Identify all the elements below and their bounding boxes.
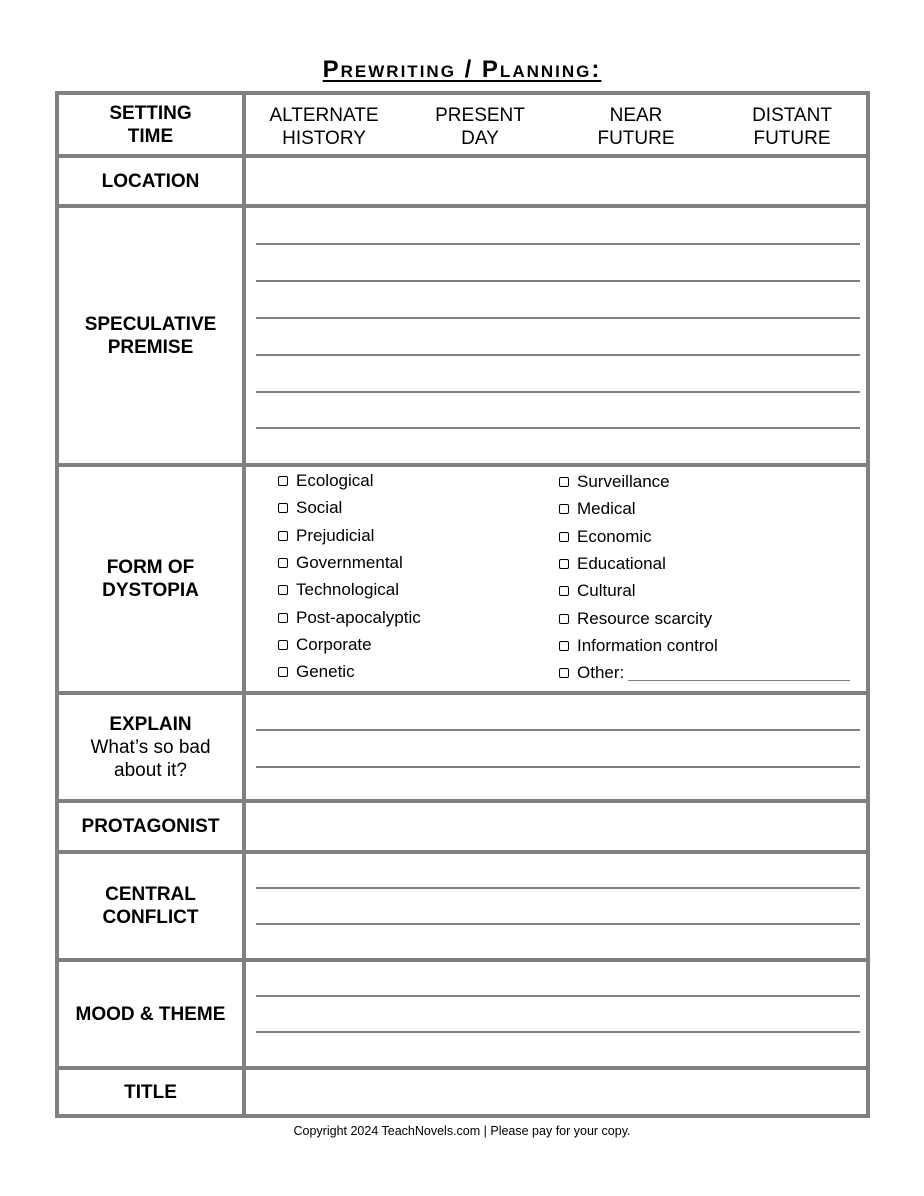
writing-line — [256, 1031, 860, 1033]
checkbox-label: Information control — [577, 636, 718, 655]
premise-label — [59, 208, 246, 463]
explain-label-text: EXPLAIN — [109, 713, 192, 735]
page-title: Prewriting / Planning: — [322, 56, 602, 83]
dystopia-row — [59, 467, 866, 695]
mood-theme-field[interactable] — [246, 962, 866, 1066]
protagonist-label-text: PROTAGONIST — [81, 816, 220, 837]
writing-line — [256, 729, 860, 731]
checkbox-label: Cultural — [577, 581, 636, 600]
checkbox-economic[interactable] — [559, 527, 652, 547]
premise-row — [59, 208, 866, 467]
checkbox-label: Post-apocalyptic — [296, 608, 421, 627]
checkbox-icon — [559, 477, 569, 487]
checkbox-label: Technological — [296, 580, 400, 599]
checkbox-label: Social — [296, 498, 343, 517]
checkbox-surveillance[interactable] — [559, 472, 670, 492]
explain-label — [59, 695, 246, 799]
explain-sub-line2: about it? — [114, 759, 187, 781]
checkbox-icon — [278, 476, 288, 486]
checkbox-icon — [559, 668, 569, 678]
option-line2: DAY — [461, 127, 499, 149]
title-label — [59, 1070, 246, 1114]
location-label — [59, 158, 246, 204]
checkbox-icon — [559, 504, 569, 514]
protagonist-label — [59, 803, 246, 850]
checkbox-medical[interactable] — [559, 499, 636, 519]
option-line1: NEAR — [609, 104, 663, 126]
dystopia-label — [59, 467, 246, 691]
setting-label-line2: TIME — [127, 125, 174, 147]
writing-line — [256, 243, 860, 245]
protagonist-field[interactable] — [246, 803, 866, 850]
conflict-label — [59, 854, 246, 958]
option-line2: FUTURE — [597, 127, 675, 149]
checkbox-governmental[interactable] — [278, 553, 403, 573]
checkbox-icon — [278, 558, 288, 568]
checkbox-corporate[interactable] — [278, 635, 372, 655]
mood-theme-label-text: MOOD & THEME — [75, 1003, 226, 1025]
checkbox-label: Surveillance — [577, 472, 670, 491]
other-write-in-line[interactable] — [628, 666, 850, 681]
checkbox-icon — [559, 559, 569, 569]
option-line2: FUTURE — [753, 127, 831, 149]
writing-line — [256, 766, 860, 768]
checkbox-label: Economic — [577, 527, 652, 546]
checkbox-genetic[interactable] — [278, 662, 355, 682]
option-near-future[interactable] — [558, 95, 714, 158]
copyright-footer: Copyright 2024 TeachNovels.com | Please pay for your copy. — [293, 1124, 631, 1138]
writing-line — [256, 427, 860, 429]
writing-line — [256, 280, 860, 282]
dystopia-options — [246, 467, 866, 691]
mood-theme-row — [59, 962, 866, 1070]
checkbox-label: Genetic — [296, 662, 355, 681]
option-distant-future[interactable] — [714, 95, 870, 158]
location-label-text: LOCATION — [101, 170, 200, 192]
premise-label-line2: PREMISE — [107, 336, 194, 358]
setting-time-row — [59, 95, 866, 158]
checkbox-technological[interactable] — [278, 580, 399, 600]
dystopia-label-line2: DYSTOPIA — [102, 580, 199, 601]
mood-theme-label — [59, 962, 246, 1066]
setting-time-label — [59, 95, 246, 154]
writing-line — [256, 923, 860, 925]
planning-table — [55, 91, 870, 1118]
explain-row — [59, 695, 866, 803]
setting-time-options — [246, 95, 866, 154]
checkbox-label: Medical — [577, 499, 636, 518]
checkbox-label: Resource scarcity — [577, 609, 713, 628]
writing-line — [256, 354, 860, 356]
checkbox-resource-scarcity[interactable] — [559, 609, 712, 629]
protagonist-row — [59, 803, 866, 854]
checkbox-icon — [278, 640, 288, 650]
option-alternate-history[interactable] — [246, 95, 402, 158]
title-row — [59, 1070, 866, 1114]
checkbox-social[interactable] — [278, 498, 342, 518]
checkbox-label: Prejudicial — [296, 526, 375, 545]
checkbox-educational[interactable] — [559, 554, 666, 574]
checkbox-label: Ecological — [296, 471, 374, 490]
option-line1: DISTANT — [752, 104, 832, 126]
checkbox-icon — [278, 585, 288, 595]
checkbox-post-apocalyptic[interactable] — [278, 608, 421, 628]
writing-line — [256, 391, 860, 393]
conflict-row — [59, 854, 866, 962]
checkbox-cultural[interactable] — [559, 581, 636, 601]
checkbox-icon — [278, 531, 288, 541]
checkbox-label: Other: — [577, 663, 625, 682]
option-line2: HISTORY — [282, 127, 366, 149]
checkbox-icon — [559, 532, 569, 542]
checkbox-icon — [559, 641, 569, 651]
option-line1: ALTERNATE — [269, 104, 379, 126]
writing-line — [256, 317, 860, 319]
checkbox-label: Corporate — [296, 635, 372, 654]
checkbox-icon — [278, 613, 288, 623]
checkbox-icon — [278, 503, 288, 513]
conflict-field[interactable] — [246, 854, 866, 958]
checkbox-label: Governmental — [296, 553, 403, 572]
conflict-label-line1: CENTRAL — [105, 884, 196, 905]
location-row — [59, 158, 866, 208]
checkbox-ecological[interactable] — [278, 471, 374, 491]
checkbox-information-control[interactable] — [559, 636, 718, 656]
premise-label-line1: SPECULATIVE — [84, 313, 217, 335]
checkbox-label: Educational — [577, 554, 666, 573]
dystopia-label-line1: FORM OF — [106, 557, 195, 578]
writing-line — [256, 887, 860, 889]
checkbox-icon — [278, 667, 288, 677]
setting-label-line1: SETTING — [109, 102, 192, 124]
checkbox-prejudicial[interactable] — [278, 526, 374, 546]
checkbox-icon — [559, 614, 569, 624]
checkbox-icon — [559, 586, 569, 596]
title-label-text: TITLE — [124, 1081, 177, 1103]
title-field[interactable] — [246, 1070, 866, 1114]
explain-sub-line1: What’s so bad — [90, 736, 211, 758]
writing-line — [256, 995, 860, 997]
premise-field[interactable] — [246, 208, 866, 463]
option-present-day[interactable] — [402, 95, 558, 158]
checkbox-other[interactable] — [559, 663, 850, 683]
location-field[interactable] — [246, 158, 866, 204]
option-line1: PRESENT — [435, 104, 525, 126]
explain-field[interactable] — [246, 695, 866, 799]
conflict-label-line2: CONFLICT — [102, 907, 199, 928]
